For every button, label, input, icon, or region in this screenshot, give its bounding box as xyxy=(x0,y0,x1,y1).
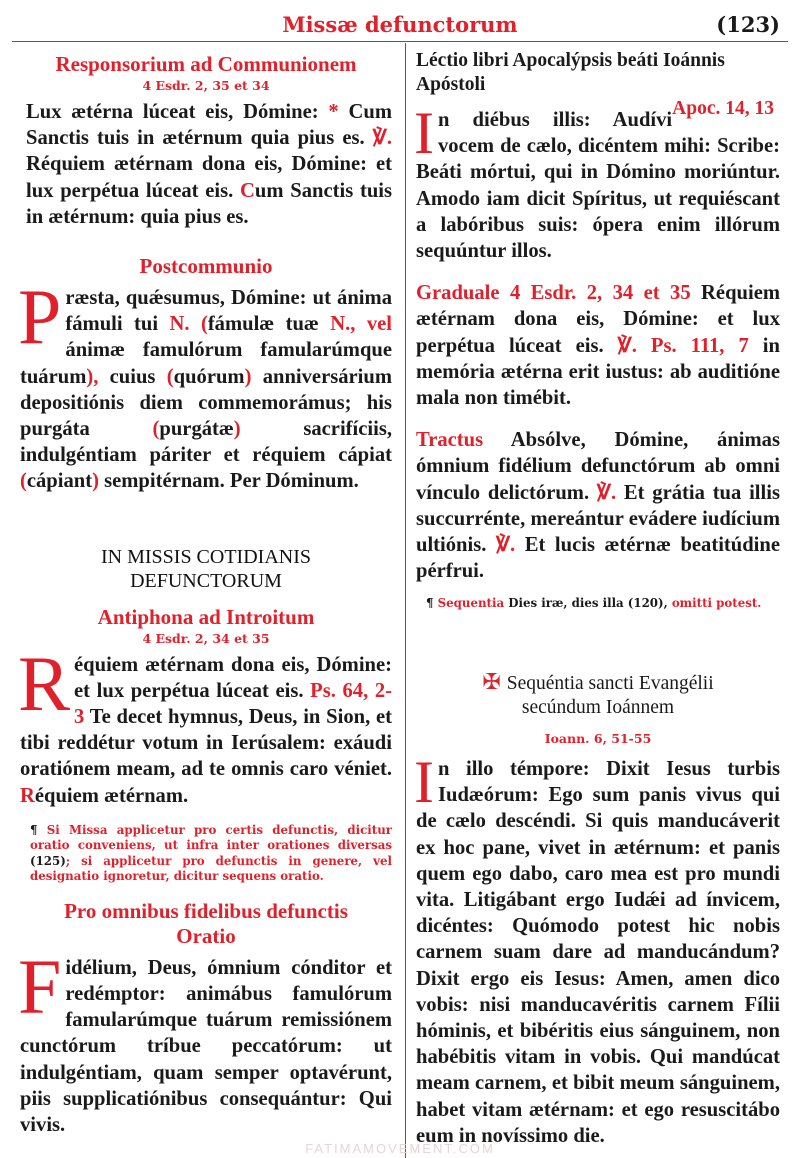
gradual-text: Graduale 4 Esdr. 2, 34 et 35 Réquiem ætérnam dona eis, Dómine: et lux perpétua lúceat eis. ℣. Ps. 111, 7 in memória ætérna erit iustus: ab auditióne mala non timébit. xyxy=(416,282,780,410)
page-number: (123) xyxy=(716,12,780,37)
watermark: FATIMAMOVEMENT.COM xyxy=(305,1141,495,1156)
drop-cap-f: F xyxy=(18,942,62,1030)
communion-ref: 4 Esdr. 2, 35 et 34 xyxy=(142,78,270,93)
gospel-heading-2: secúndum Ioánnem xyxy=(521,696,675,718)
postcommunion-heading: Postcommunio xyxy=(139,254,273,279)
introit-heading: Antiphona ad Introitum xyxy=(97,604,315,629)
column-divider xyxy=(405,43,406,1158)
drop-cap-r: R xyxy=(18,639,71,727)
left-column xyxy=(20,47,392,1138)
drop-cap-p: P xyxy=(18,273,62,361)
tract-text: Tractus Absólve, Dómine, ánimas ómnium fidélium defunctórum ab omni vínculo delictórum. ℣. Et grátia tua illis succurrénte, mereántur evádere iudícium ultiónis. ℣. Et lucis ætérnæ beatitúdine pérfrui. xyxy=(416,429,780,583)
tract-label: Tractus xyxy=(416,429,484,452)
lesson-text: In diébus illis: Audívi vocem de cælo, dicéntem mihi: Scribe: Beáti mórtui, qui in Dómino moriúntur. Amodo iam dicit Spíritus, ut requiéscant a labóribus suis: ópera enim illórum sequúntur illos. xyxy=(414,100,780,263)
communion-text: Lux ætérna lúceat eis, Dómine: * Cum Sanctis tuis in ætérnum quia pius es. ℣. Réquiem ætérnam dona eis, Dómine: et lux perpétua lúceat eis. Cum Sanctis tuis in ætérnum: quia pius es. xyxy=(26,101,393,228)
gospel-text: In illo témpore: Dixit Iesus turbis Iudæórum: Ego sum panis vivus qui de cælo descéndi. Si quis manducáverit ex hoc pane, vivet in ætérnum: et panis quem ego dabo, caro mea est pro mundi vita. Litigábant ergo Iudǽi ad ínvicem, dicéntes: Quómodo potest hic nobis carnem suam dare ad manducándum? Dixit ergo eis Iesus: Amen, amen dico vobis: nisi manducavéritis carnem Fílii hóminis, et bibéritis eius sánguinem, non habébitis vitam in vobis. Qui mandúcat meam carnem, et bibit meum sánguinem, habet vitam ætérnam: et ego resuscitábo eum in novíssimo die. xyxy=(414,748,780,1147)
lesson-heading: Léctio libri Apocalýpsis beáti Ioánnis Apóstoli Apoc. 14, 13 xyxy=(416,50,774,119)
introit-ref: 4 Esdr. 2, 34 et 35 xyxy=(142,630,270,646)
gospel-heading: ✠ Sequéntia sancti Evangélii xyxy=(482,668,714,694)
omnibus-heading: Pro omnibus fidelibus defunctis xyxy=(64,898,348,923)
communion-heading: Responsorium ad Communionem xyxy=(55,52,357,76)
section-title-line-2: DEFUNCTORUM xyxy=(130,569,282,592)
gospel-ref: Ioann. 6, 51-55 xyxy=(544,730,652,746)
gradual-label: Graduale 4 Esdr. 2, 34 et 35 xyxy=(416,282,691,305)
oratio-text: Fidélium, Deus, ómnium cónditor et redémptor: animábus famulórum famularúmque tuárum remissiónem cunctórum tríbue peccatórum: ut indulgéntiam, quam semper optavérunt, piis supplicatiónibus consequántur: Qui vivis. xyxy=(18,942,392,1137)
cross-icon: ✠ xyxy=(482,668,501,694)
drop-cap-i-2: I xyxy=(414,748,434,815)
sequence-rubric: ¶ Sequentia Dies iræ, dies illa (120), omitti potest. xyxy=(426,596,762,611)
header-title: Missæ defunctorum xyxy=(282,12,518,37)
introit-text: Réquiem ætérnam dona eis, Dómine: et lux perpétua lúceat eis. Ps. 64, 2-3 Te decet hymnus, Deus, in Sion, et tibi reddétur votum in Ierúsalem: exáudi oratiónem meam, ad te omnis caro véniet. Réquiem ætérnam. xyxy=(18,639,393,807)
right-column xyxy=(416,47,780,1149)
rubric-note: ¶ Si Missa applicetur pro certis defunctis, dicitur oratio conveniens, ut infra inter orationes diversas (125); si applicetur pro defunctis in genere, vel designatio ignoretur, dicitur sequens oratio. xyxy=(30,822,392,884)
lesson-ref: Apoc. 14, 13 xyxy=(672,98,774,119)
section-title-line-1: IN MISSIS COTIDIANIS xyxy=(100,545,311,568)
page-header xyxy=(0,0,800,40)
oratio-heading: Oratio xyxy=(176,923,236,948)
postcommunion-text: Præsta, quǽsumus, Dómine: ut ánima fámuli tui N. (fámulæ tuæ N., vel ánimæ famulórum famularúmque tuárum), cuius (quórum) anniversárium depositiónis diem commemorámus; his purgáta (purgátæ) sacrifíciis, indulgéntiam páriter et réquiem cápiat (cápiant) sempitérnam. Per Dóminum. xyxy=(18,273,392,493)
drop-cap-i: I xyxy=(414,100,434,166)
header-divider xyxy=(12,41,788,42)
